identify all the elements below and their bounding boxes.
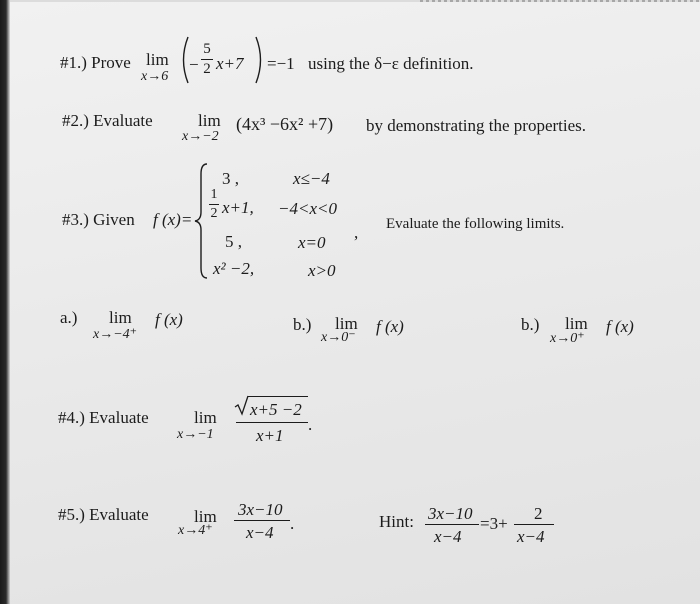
fraction-bar — [234, 520, 290, 521]
fraction-numerator: 3x−10 — [238, 500, 283, 519]
limit-subscript: x→4⁺ — [178, 523, 213, 538]
case-1-condition: x≤−4 — [293, 169, 330, 188]
hint-fraction-bar-two — [514, 524, 554, 525]
limit-subscript: x→−2 — [182, 129, 219, 144]
limit-subscript: x→−1 — [177, 427, 214, 442]
limit-word: lim — [194, 408, 217, 427]
fraction-bar — [236, 422, 308, 423]
hint-fraction-bar — [425, 524, 479, 525]
fraction-denominator: 2 — [210, 206, 218, 221]
limit-subscript: x→−4⁺ — [93, 327, 138, 342]
problem-2-text: by demonstrating the properties. — [366, 116, 587, 135]
fraction-one-half — [209, 188, 219, 221]
problem-1-text: using the δ−ε definition. — [308, 54, 474, 73]
case-3-condition: x=0 — [298, 233, 326, 252]
right-paren-icon — [254, 35, 266, 85]
square-root-icon — [234, 394, 250, 416]
hint-label: Hint: — [379, 512, 414, 531]
polynomial-expression: (4x³ −6x² +7) — [236, 114, 334, 134]
problem-3-text: Evaluate the following limits. — [386, 216, 565, 232]
problem-3-label: #3.) Given — [62, 210, 135, 229]
fraction-numerator: 5 — [203, 41, 211, 57]
negative-sign: − — [189, 55, 199, 74]
fraction-numerator: x+5 −2 — [250, 400, 302, 419]
equals-value: =−1 — [267, 54, 295, 73]
limit-word: lim — [198, 111, 221, 130]
fraction-denominator: x−4 — [246, 523, 274, 542]
left-brace-icon — [193, 162, 209, 280]
limit-word: lim — [335, 314, 358, 333]
limit-subscript: x→0⁻ — [321, 330, 356, 345]
limit-word: lim — [146, 50, 169, 69]
case-2-value: x+1, — [222, 198, 254, 217]
case-4-condition: x>0 — [308, 261, 336, 280]
cases-comma: , — [354, 223, 359, 242]
part-b-label: b.) — [293, 315, 312, 334]
period: . — [290, 514, 295, 533]
hint-numerator-two: 2 — [534, 504, 543, 523]
problem-1-label: #1.) Prove — [60, 53, 131, 72]
fraction-bar — [201, 59, 213, 60]
limit-subscript: x→6 — [141, 69, 169, 84]
limit-word: lim — [565, 314, 588, 333]
hint-denominator: x−4 — [434, 527, 462, 546]
function-call: f (x) — [606, 317, 634, 336]
limit-subscript: x→0⁺ — [550, 331, 585, 346]
radical-bar — [248, 396, 308, 397]
case-4-value: x² −2, — [213, 259, 255, 278]
problem-2-label: #2.) Evaluate — [62, 111, 153, 130]
part-b-second-label: b.) — [521, 315, 540, 334]
expression-rest: x+7 — [216, 54, 244, 73]
function-name: f (x)= — [153, 210, 193, 229]
part-a-label: a.) — [60, 308, 78, 327]
fraction-denominator: x+1 — [256, 426, 284, 445]
limit-word: lim — [194, 507, 217, 526]
function-call: f (x) — [376, 317, 404, 336]
case-1-value: 3 , — [222, 169, 239, 188]
hint-denominator-two: x−4 — [517, 527, 545, 546]
limit-word: lim — [109, 308, 132, 327]
worksheet-page — [10, 2, 700, 604]
period: . — [308, 415, 313, 434]
fraction-denominator: 2 — [203, 61, 211, 77]
left-shadow-edge — [0, 0, 10, 604]
problem-4-label: #4.) Evaluate — [58, 408, 149, 427]
hint-numerator: 3x−10 — [428, 504, 473, 523]
case-3-value: 5 , — [225, 232, 242, 251]
hint-equals-three-plus: =3+ — [480, 514, 508, 533]
fraction-numerator: 1 — [210, 187, 218, 202]
case-2-condition: −4<x<0 — [278, 199, 337, 218]
fraction-bar — [209, 204, 219, 205]
fraction-five-halves — [201, 42, 213, 77]
function-call: f (x) — [155, 310, 183, 329]
problem-5-label: #5.) Evaluate — [58, 505, 149, 524]
